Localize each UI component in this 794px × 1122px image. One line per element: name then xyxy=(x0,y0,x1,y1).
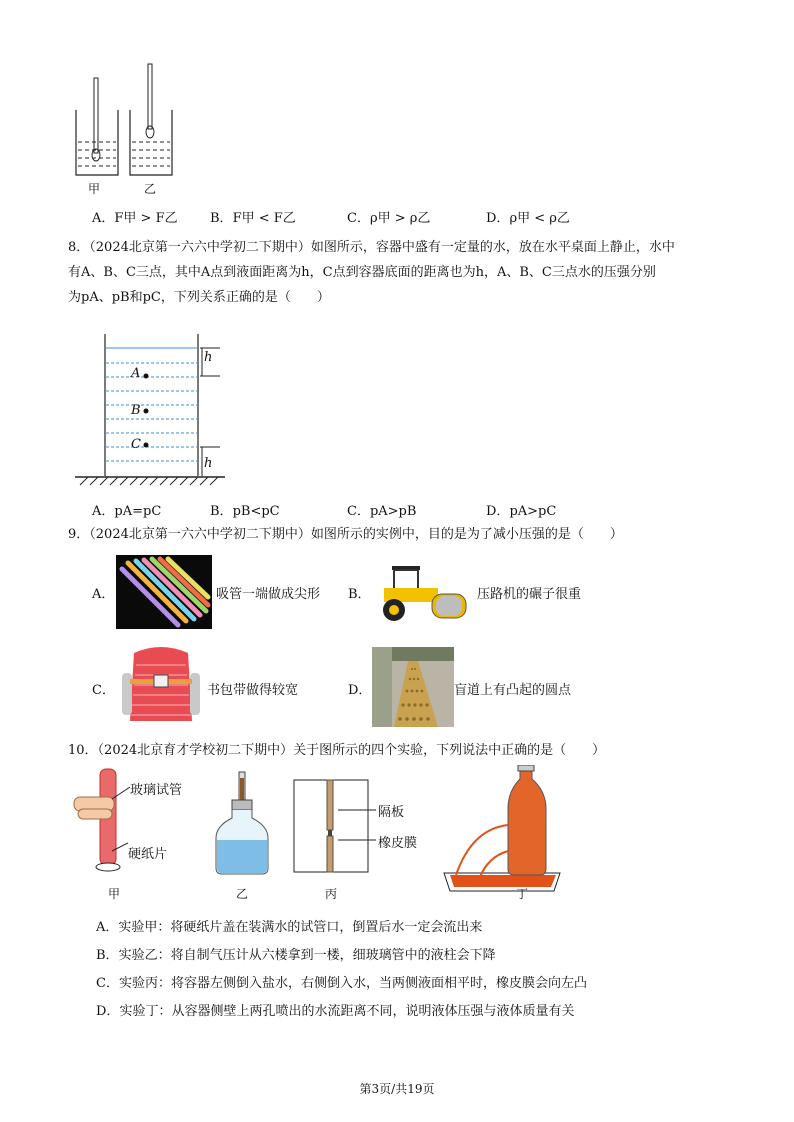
q10-stem: 10．（2024北京育才学校初二下期中）关于图所示的四个实验，下列说法中正确的是（ ） xyxy=(68,743,606,758)
q9-backpack-image xyxy=(116,645,206,729)
q8-option-d[interactable] xyxy=(486,500,556,519)
q10-fig-ding xyxy=(432,765,572,895)
q7-option-c-text: ρ甲 > ρ乙 xyxy=(369,211,431,226)
q10-option-a-text: 实验甲：将硬纸片盖在装满水的试管口，倒置后水一定会流出来 xyxy=(118,920,483,935)
q9-option-c-text: 书包带做得较宽 xyxy=(207,683,299,698)
q10-caption-bing: 丙 xyxy=(325,887,338,901)
q9-option-d-text: 盲道上有凸起的圆点 xyxy=(454,683,572,698)
q8-option-b-letter: B． xyxy=(210,504,233,519)
q9-option-d-letter[interactable]: D． xyxy=(348,683,372,698)
q9-option-a-text: 吸管一端做成尖形 xyxy=(216,587,321,602)
q9-option-c-letter[interactable]: C． xyxy=(92,683,115,698)
q7-option-b[interactable] xyxy=(210,207,296,226)
q10-option-b-letter: B． xyxy=(96,948,119,963)
q9-option-b-letter[interactable]: B． xyxy=(348,587,371,602)
q9-option-a-letter[interactable]: A． xyxy=(92,587,115,602)
q7-option-c[interactable] xyxy=(347,207,430,226)
q8-h-label-top: h xyxy=(204,350,213,365)
q9-road-roller-image xyxy=(372,558,474,626)
q10-option-d-text: 实验丁：从容器侧壁上两孔喷出的水流距离不同，说明液体压强与液体质量有关 xyxy=(119,1004,575,1019)
q8-option-b-text: pB<pC xyxy=(232,504,280,519)
q8-stem-line2: 有A、B、C三点，其中A点到液面距离为h，C点到容器底面的距离也为h，A、B、C三点水的压强分别 xyxy=(68,265,656,280)
q10-option-a-letter: A． xyxy=(96,920,119,935)
q7-option-d-letter: D． xyxy=(486,211,510,226)
q8-option-c-letter: C． xyxy=(347,504,370,519)
q10-label-card: 硬纸片 xyxy=(128,847,168,862)
q10-caption-yi: 乙 xyxy=(236,887,249,901)
q8-option-d-text: pA>pC xyxy=(509,504,557,519)
q7-option-c-letter: C． xyxy=(347,211,370,226)
q10-option-b-text: 实验乙：将自制气压计从六楼拿到一楼，细玻璃管中的液柱会下降 xyxy=(118,948,496,963)
q10-caption-ding: 丁 xyxy=(516,887,529,901)
q8-option-c[interactable] xyxy=(347,500,416,519)
q10-option-b[interactable] xyxy=(96,944,496,963)
q8-h-label-bottom: h xyxy=(204,456,213,471)
q7-option-b-text: F甲 < F乙 xyxy=(232,211,296,226)
q7-caption-jia: 甲 xyxy=(88,182,101,196)
q8-option-d-letter: D． xyxy=(486,504,510,519)
q7-option-a-letter: A． xyxy=(92,211,115,226)
q10-caption-jia: 甲 xyxy=(108,887,121,901)
q7-option-d[interactable] xyxy=(486,207,570,226)
q10-option-c-letter: C． xyxy=(96,976,119,991)
q7-figure xyxy=(70,60,190,195)
q8-point-c-label: C xyxy=(131,437,141,452)
q8-option-a-letter: A． xyxy=(92,504,115,519)
q10-fig-yi xyxy=(212,770,272,876)
q9-straws-image xyxy=(116,555,212,629)
q10-label-tube: 玻璃试管 xyxy=(130,783,183,798)
q9-option-b-text: 压路机的碾子很重 xyxy=(477,587,582,602)
page-footer: 第3页/共19页 xyxy=(359,1082,435,1096)
q8-option-c-text: pA>pB xyxy=(369,504,417,519)
q8-option-a-text: pA=pC xyxy=(114,504,162,519)
q10-option-d[interactable] xyxy=(96,1000,574,1019)
q9-tactile-paving-image xyxy=(372,647,454,727)
q10-label-membrane: 橡皮膜 xyxy=(378,836,418,851)
q10-option-c-text: 实验丙：将容器左侧倒入盐水，右侧倒入水，当两侧液面相平时，橡皮膜会向左凸 xyxy=(118,976,587,991)
q10-leader-lines-bing xyxy=(336,806,380,846)
q8-option-a[interactable] xyxy=(92,500,161,519)
q7-option-d-text: ρ甲 < ρ乙 xyxy=(509,211,570,226)
q8-point-a-label: A xyxy=(131,366,141,381)
q8-stem-line1: 8．（2024北京第一六六中学初二下期中）如图所示，容器中盛有一定量的水，放在水平桌面上静止，水中 xyxy=(68,240,675,255)
q8-stem xyxy=(68,235,728,310)
q7-option-b-letter: B． xyxy=(210,211,233,226)
q10-option-d-letter: D． xyxy=(96,1004,120,1019)
q10-option-a[interactable] xyxy=(96,916,482,935)
q7-option-a-text: F甲 > F乙 xyxy=(114,211,178,226)
q10-option-c[interactable] xyxy=(96,972,587,991)
q8-stem-line3: 为pA、pB和pC，下列关系正确的是（ ） xyxy=(68,290,330,305)
q7-option-a[interactable] xyxy=(92,207,178,226)
q8-option-b[interactable] xyxy=(210,500,280,519)
q10-label-partition: 隔板 xyxy=(378,805,405,820)
q8-point-b-label: B xyxy=(131,403,141,418)
q9-stem: 9．（2024北京第一六六中学初二下期中）如图所示的实例中，目的是为了减小压强的是（ ） xyxy=(68,527,623,542)
q7-caption-yi: 乙 xyxy=(144,182,157,196)
